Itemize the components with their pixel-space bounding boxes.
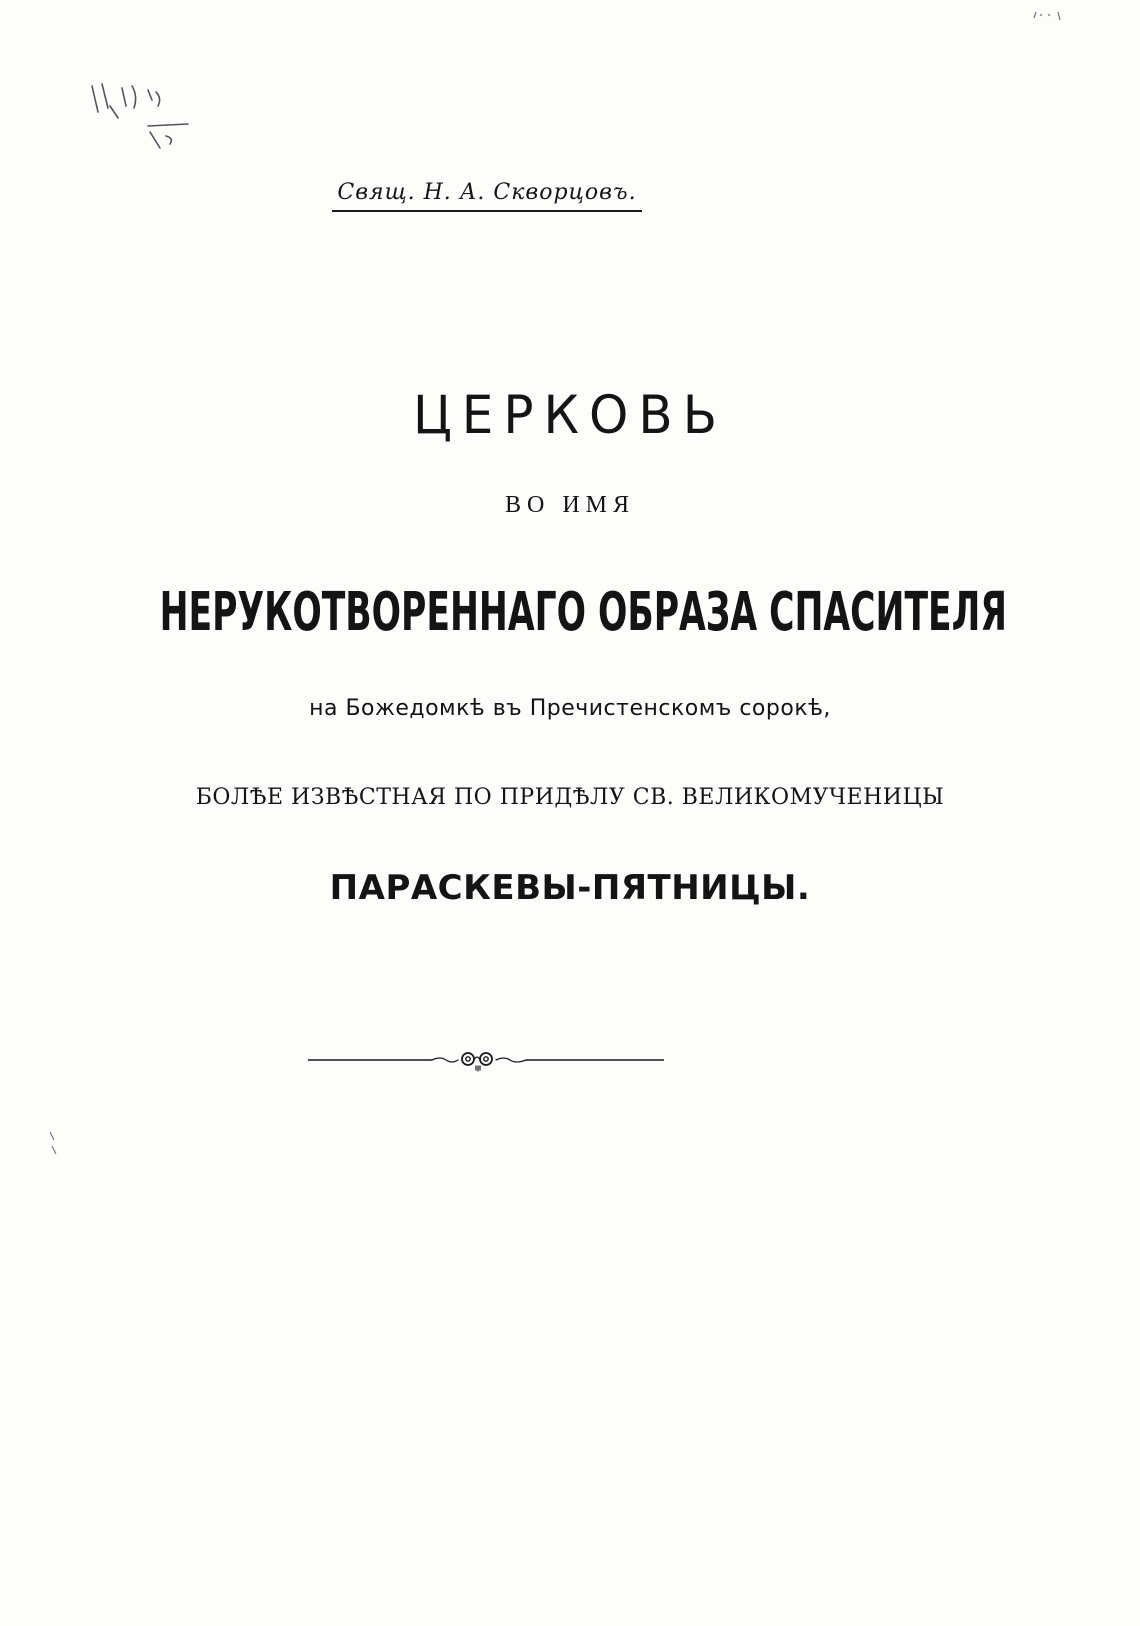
title-known-as: БОЛѢЕ ИЗВѢСТНАЯ ПО ПРИДѢЛУ СВ. ВЕЛИКОМУЧЕНИЦЫ bbox=[195, 785, 945, 810]
title-location: на Божедомкѣ въ Пречистенскомъ сорокѣ, bbox=[309, 696, 831, 721]
title-saint-name: ПАРАСКЕВЫ-ПЯТНИЦЫ. bbox=[329, 868, 811, 908]
pencil-shelfmark-icon bbox=[88, 78, 238, 168]
title-subtitle: ВО ИМЯ bbox=[504, 492, 636, 518]
author-line: Свящ. Н. А. Скворцовъ. bbox=[332, 176, 642, 212]
title-main: ЦЕРКОВЬ bbox=[412, 384, 728, 446]
scan-speck bbox=[46, 1130, 62, 1160]
title-dedication: НЕРУКОТВОРЕННАГО ОБРАЗА СПАСИТЕЛЯ bbox=[159, 580, 1007, 644]
scan-speck bbox=[1030, 8, 1070, 24]
scroll-ornament-icon bbox=[308, 1046, 664, 1074]
